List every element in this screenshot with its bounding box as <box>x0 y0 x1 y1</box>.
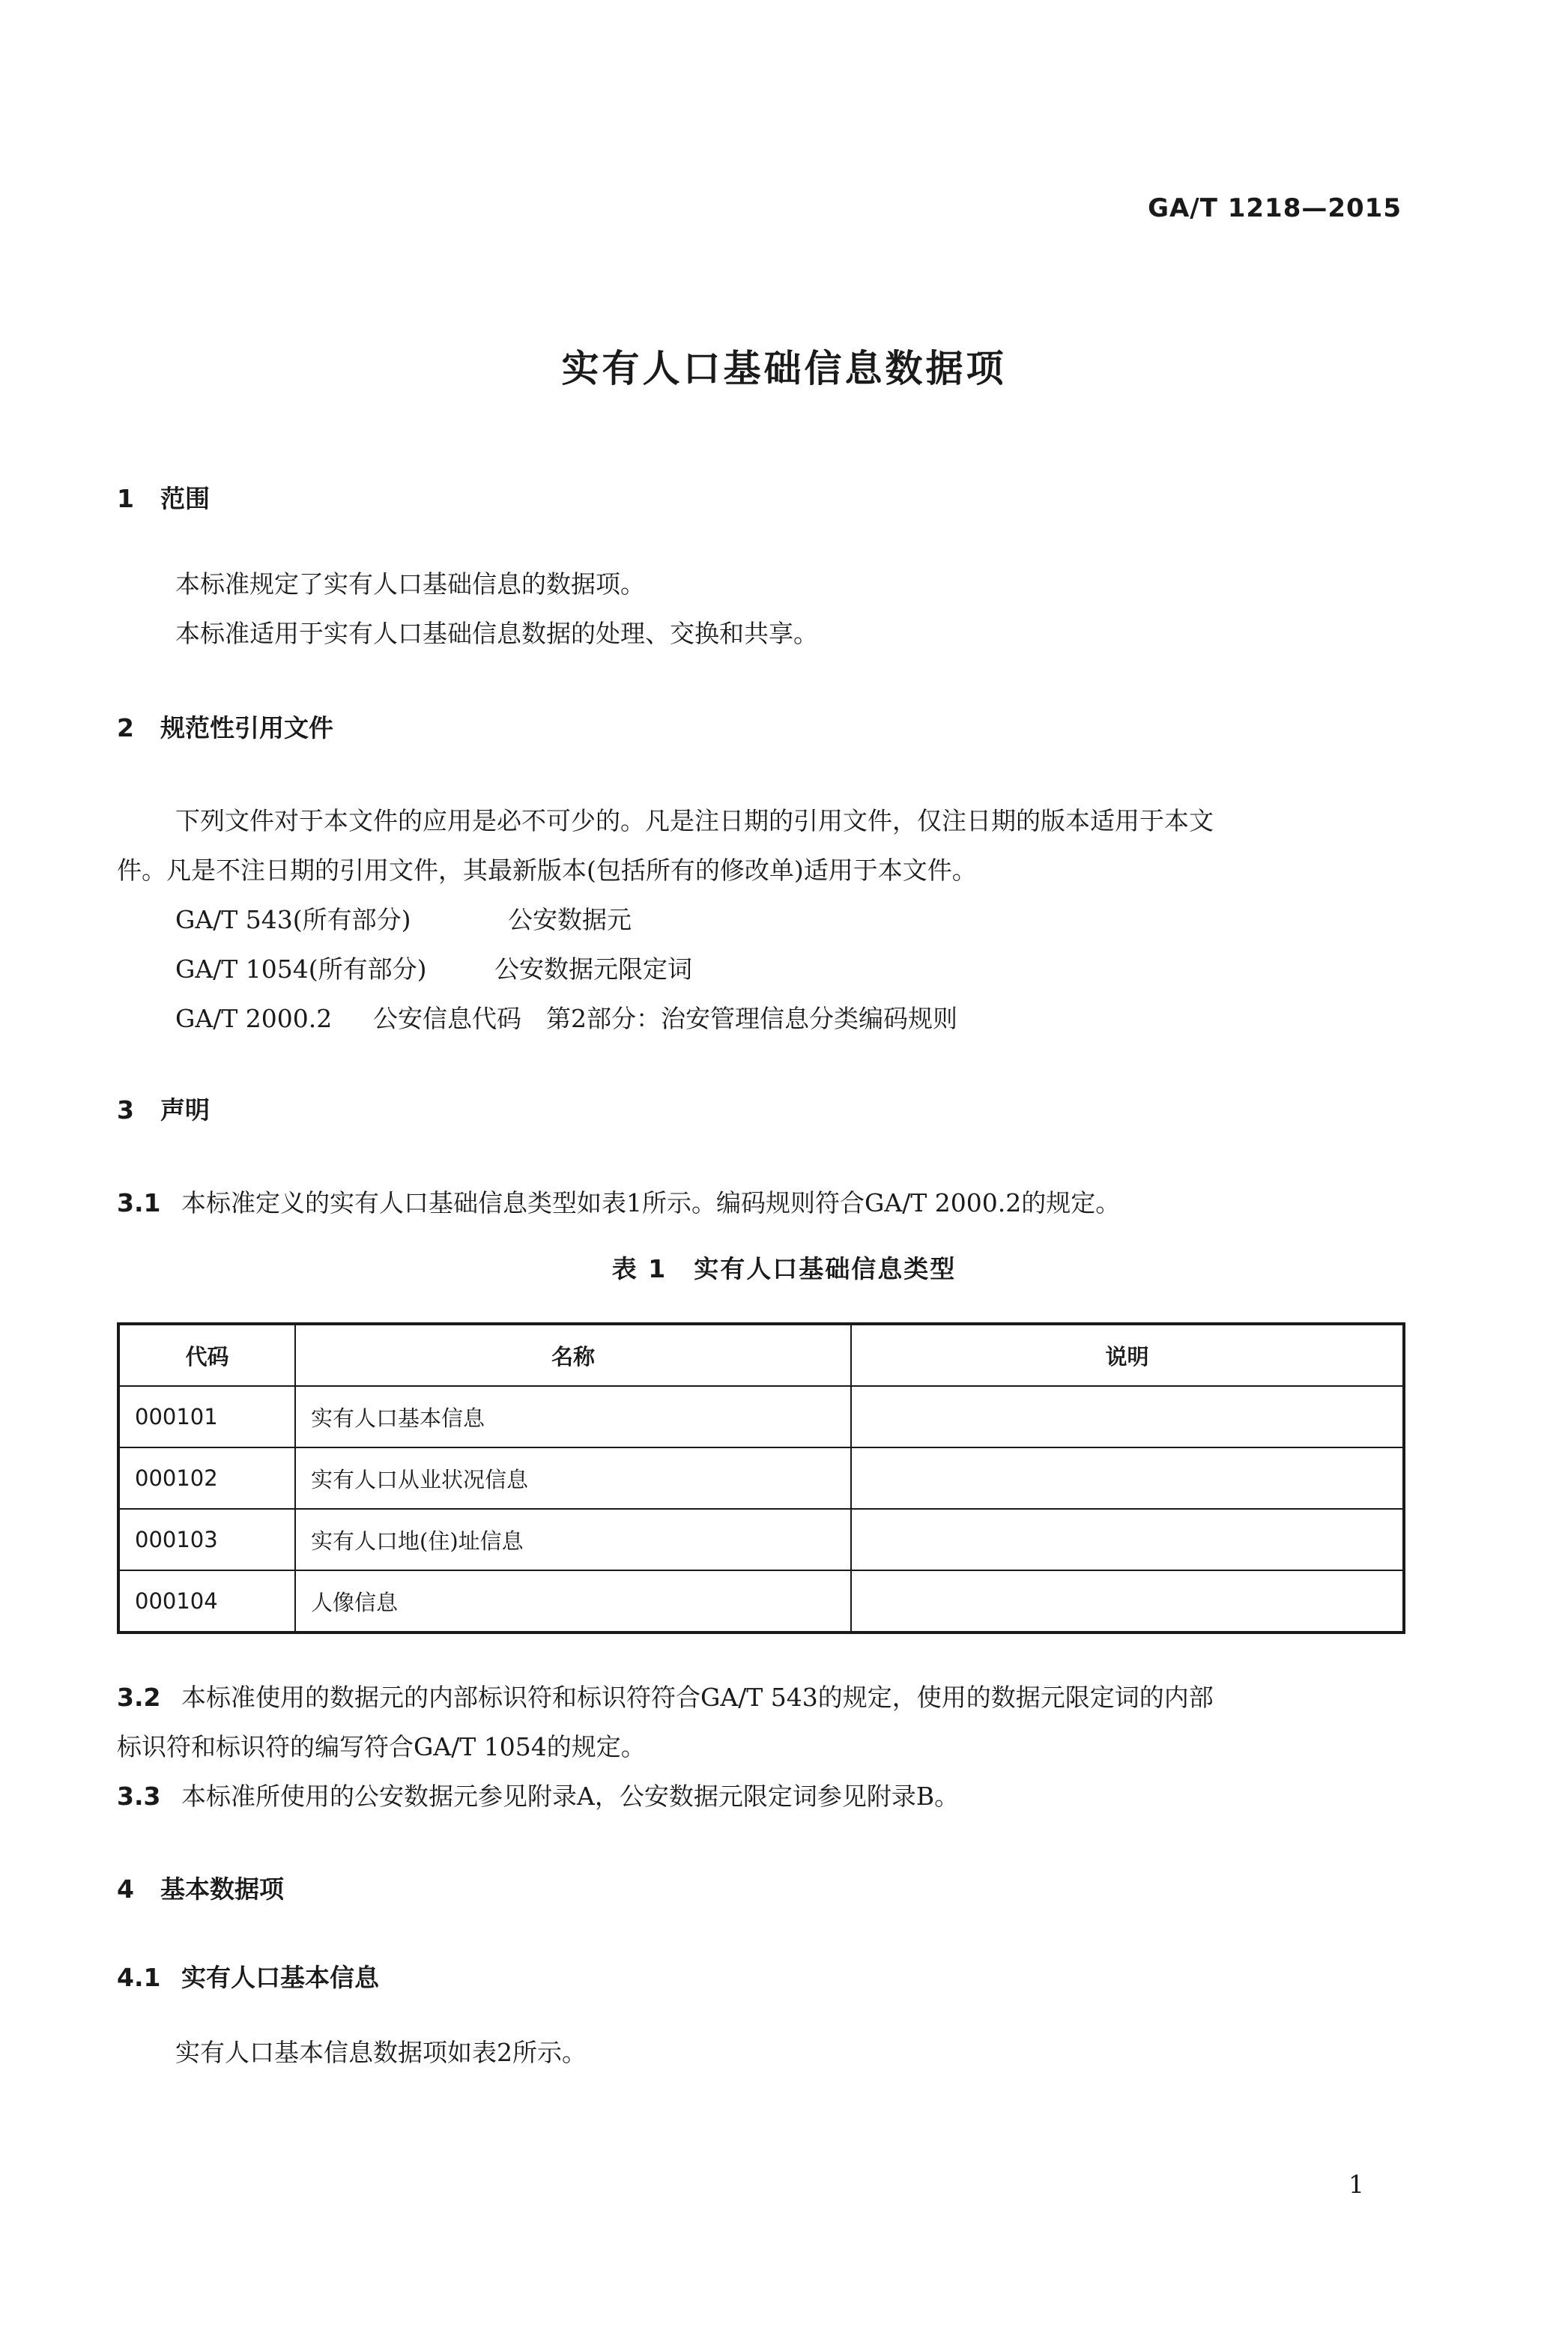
section-title: 基本数据项 <box>160 1874 284 1904</box>
subsection-4-1-heading <box>117 1958 379 1994</box>
reference-code: GA/T 2000.2 <box>175 1004 333 1033</box>
table-cell-note <box>851 1570 1404 1633</box>
document-title: 实有人口基础信息数据项 <box>561 347 1007 390</box>
table-cell-name: 人像信息 <box>295 1570 851 1633</box>
section-number: 3 <box>117 1095 134 1125</box>
table-row <box>118 1570 1404 1633</box>
clause-3-2-continuation: 标识符和标识符的编写符合GA/T 1054的规定。 <box>117 1732 646 1761</box>
reference-name: 公安数据元 <box>508 905 632 934</box>
section-2-heading <box>117 709 333 744</box>
reference-item <box>175 999 957 1035</box>
table-caption-number: 表 1 <box>611 1254 668 1283</box>
table-header-cell: 代码 <box>118 1324 295 1386</box>
table-cell-code: 000104 <box>118 1570 295 1633</box>
table-cell-code: 000101 <box>118 1386 295 1447</box>
section-title: 规范性引用文件 <box>160 713 333 742</box>
table-cell-note <box>851 1447 1404 1509</box>
table-cell-note <box>851 1509 1404 1570</box>
paragraph: 本标准适用于实有人口基础信息数据的处理、交换和共享。 <box>175 619 818 648</box>
section-title: 范围 <box>160 484 210 513</box>
paragraph-line: 下列文件对于本文件的应用是必不可少的。凡是注日期的引用文件，仅注日期的版本适用于本文 <box>175 806 1214 835</box>
table-cell-code: 000102 <box>118 1447 295 1509</box>
table-1-caption <box>0 1250 1568 1285</box>
table-cell-name: 实有人口地(住)址信息 <box>295 1509 851 1570</box>
table-cell-name: 实有人口基本信息 <box>295 1386 851 1447</box>
clause-text: 本标准定义的实有人口基础信息类型如表1所示。编码规则符合GA/T 2000.2的规定。 <box>181 1188 1121 1217</box>
table-header-cell: 说明 <box>851 1324 1404 1386</box>
table-row <box>118 1447 1404 1509</box>
section-number: 1 <box>117 484 134 513</box>
table-caption-title: 实有人口基础信息类型 <box>694 1254 957 1283</box>
table-row <box>118 1509 1404 1570</box>
reference-code: GA/T 1054(所有部分) <box>175 954 427 984</box>
section-4-heading <box>117 1870 284 1905</box>
clause-text: 本标准所使用的公安数据元参见附录A，公安数据元限定词参见附录B。 <box>181 1782 960 1811</box>
table-cell-note <box>851 1386 1404 1447</box>
clause-number: 3.3 <box>117 1782 161 1811</box>
section-3-heading <box>117 1091 210 1126</box>
section-number: 4.1 <box>117 1963 161 1992</box>
paragraph-line: 件。凡是不注日期的引用文件，其最新版本(包括所有的修改单)适用于本文件。 <box>117 856 977 885</box>
paragraph: 本标准规定了实有人口基础信息的数据项。 <box>175 569 645 599</box>
standard-code-header: GA/T 1218—2015 <box>1148 193 1402 223</box>
reference-code: GA/T 543(所有部分) <box>175 905 411 934</box>
reference-name: 公安数据元限定词 <box>494 954 692 984</box>
section-number: 4 <box>117 1874 134 1904</box>
clause-3-1 <box>117 1184 1120 1219</box>
reference-item <box>175 950 692 985</box>
table-header-cell: 名称 <box>295 1324 851 1386</box>
clause-3-2 <box>117 1678 1214 1713</box>
paragraph: 实有人口基本信息数据项如表2所示。 <box>175 2038 587 2067</box>
table-cell-code: 000103 <box>118 1509 295 1570</box>
section-1-heading <box>117 479 210 515</box>
section-title: 实有人口基本信息 <box>181 1963 379 1992</box>
clause-text: 本标准使用的数据元的内部标识符和标识符符合GA/T 543的规定，使用的数据元限定词的内部 <box>181 1683 1214 1712</box>
table-1 <box>117 1322 1405 1634</box>
clause-number: 3.1 <box>117 1188 161 1217</box>
section-title: 声明 <box>160 1095 210 1125</box>
table-header-row <box>118 1324 1404 1386</box>
table-row <box>118 1386 1404 1447</box>
section-number: 2 <box>117 713 134 742</box>
reference-item <box>175 901 632 936</box>
clause-number: 3.2 <box>117 1683 161 1712</box>
table-cell-name: 实有人口从业状况信息 <box>295 1447 851 1509</box>
clause-3-3 <box>117 1777 959 1812</box>
reference-name: 公安信息代码 第2部分：治安管理信息分类编码规则 <box>373 1004 957 1033</box>
page-number: 1 <box>1348 2170 1364 2199</box>
